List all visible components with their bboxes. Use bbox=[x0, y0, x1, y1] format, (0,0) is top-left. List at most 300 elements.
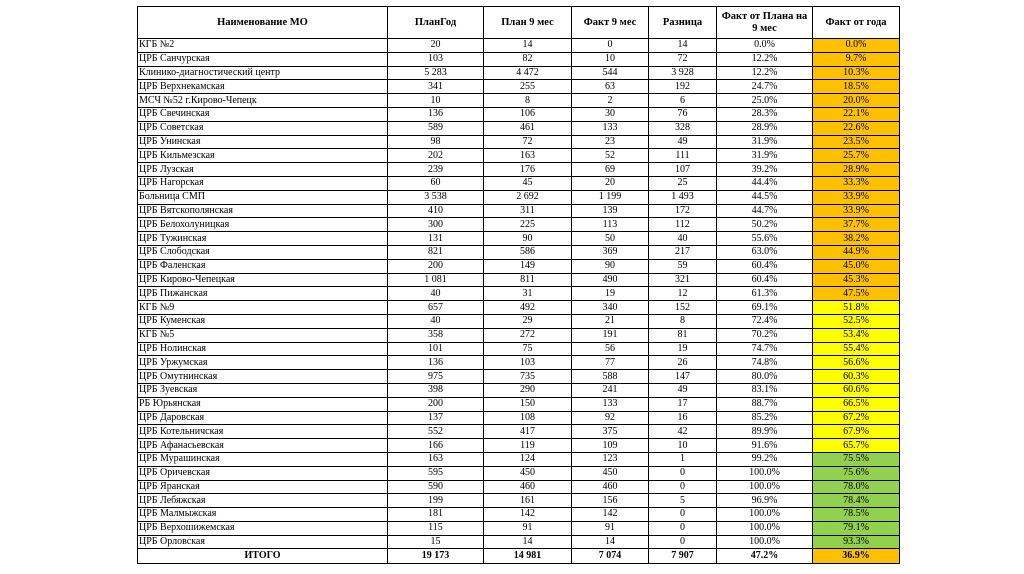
cell-fact-9: 123 bbox=[572, 452, 649, 466]
cell-diff: 192 bbox=[649, 80, 717, 94]
cell-fact-vs-year: 60.6% bbox=[813, 383, 900, 397]
cell-fact-9: 19 bbox=[572, 287, 649, 301]
cell-fact-vs-year: 45.3% bbox=[813, 273, 900, 287]
cell-name: Больница СМП bbox=[138, 190, 388, 204]
cell-diff: 17 bbox=[649, 397, 717, 411]
cell-plan-9: 108 bbox=[484, 411, 572, 425]
table-row bbox=[138, 39, 900, 53]
cell-fact-9: 50 bbox=[572, 232, 649, 246]
cell-fact-9: 10 bbox=[572, 52, 649, 66]
cell-plan-year: 181 bbox=[388, 508, 484, 522]
cell-plan-year: 199 bbox=[388, 494, 484, 508]
cell-diff: 6 bbox=[649, 94, 717, 108]
cell-plan-year: 200 bbox=[388, 259, 484, 273]
cell-fact-vs-plan: 12.2% bbox=[717, 52, 813, 66]
cell-fact-vs-year: 10.3% bbox=[813, 66, 900, 80]
cell-fact-9: 77 bbox=[572, 356, 649, 370]
cell-diff: 42 bbox=[649, 425, 717, 439]
cell-plan-9: 2 692 bbox=[484, 190, 572, 204]
header-name: Наименование МО bbox=[138, 7, 388, 39]
table-row bbox=[138, 328, 900, 342]
cell-fact-9: 92 bbox=[572, 411, 649, 425]
table-row bbox=[138, 259, 900, 273]
table-row bbox=[138, 521, 900, 535]
cell-fact-vs-plan: 100.0% bbox=[717, 480, 813, 494]
cell-plan-year: 341 bbox=[388, 80, 484, 94]
cell-fact-9: 375 bbox=[572, 425, 649, 439]
cell-name: ЦРБ Слободская bbox=[138, 245, 388, 259]
cell-diff: 26 bbox=[649, 356, 717, 370]
cell-fact-vs-year: 47.5% bbox=[813, 287, 900, 301]
table-row bbox=[138, 66, 900, 80]
cell-name: ЦРБ Пижанская bbox=[138, 287, 388, 301]
cell-fact-vs-year: 20.0% bbox=[813, 94, 900, 108]
header-fact-vs-year: Факт от года bbox=[813, 7, 900, 39]
cell-fact-vs-plan: 0.0% bbox=[717, 39, 813, 53]
cell-fact-9: 30 bbox=[572, 107, 649, 121]
cell-name: ЦРБ Яранская bbox=[138, 480, 388, 494]
cell-plan-9: 14 bbox=[484, 39, 572, 53]
cell-diff: 40 bbox=[649, 232, 717, 246]
cell-diff: 0 bbox=[649, 508, 717, 522]
cell-fact-vs-year: 33.9% bbox=[813, 190, 900, 204]
cell-fact-vs-plan: 60.4% bbox=[717, 273, 813, 287]
cell-diff: 49 bbox=[649, 135, 717, 149]
cell-fact-vs-year: 0.0% bbox=[813, 39, 900, 53]
cell-plan-year: 595 bbox=[388, 466, 484, 480]
cell-fact-vs-plan: 100.0% bbox=[717, 466, 813, 480]
total-plan-9: 14 981 bbox=[484, 549, 572, 564]
cell-name: КГБ №2 bbox=[138, 39, 388, 53]
table-row bbox=[138, 232, 900, 246]
total-fact-vs-plan: 47.2% bbox=[717, 549, 813, 564]
cell-fact-vs-plan: 44.4% bbox=[717, 176, 813, 190]
cell-name: ЦРБ Кирово-Чепецкая bbox=[138, 273, 388, 287]
cell-fact-vs-plan: 74.7% bbox=[717, 342, 813, 356]
cell-fact-vs-year: 78.5% bbox=[813, 508, 900, 522]
table-row bbox=[138, 494, 900, 508]
cell-name: ЦРБ Лебяжская bbox=[138, 494, 388, 508]
cell-fact-vs-year: 55.4% bbox=[813, 342, 900, 356]
cell-fact-9: 14 bbox=[572, 535, 649, 549]
cell-diff: 19 bbox=[649, 342, 717, 356]
cell-name: ЦРБ Кильмезская bbox=[138, 149, 388, 163]
cell-plan-9: 176 bbox=[484, 163, 572, 177]
cell-name: ЦРБ Орловская bbox=[138, 535, 388, 549]
cell-fact-vs-plan: 50.2% bbox=[717, 218, 813, 232]
cell-name: ЦРБ Советская bbox=[138, 121, 388, 135]
cell-plan-9: 91 bbox=[484, 521, 572, 535]
table-row bbox=[138, 218, 900, 232]
cell-fact-vs-year: 78.0% bbox=[813, 480, 900, 494]
cell-name: ЦРБ Мурашинская bbox=[138, 452, 388, 466]
cell-fact-9: 460 bbox=[572, 480, 649, 494]
cell-fact-vs-plan: 83.1% bbox=[717, 383, 813, 397]
cell-diff: 0 bbox=[649, 521, 717, 535]
cell-plan-9: 75 bbox=[484, 342, 572, 356]
table-row bbox=[138, 80, 900, 94]
table-row bbox=[138, 149, 900, 163]
cell-plan-9: 811 bbox=[484, 273, 572, 287]
cell-plan-year: 590 bbox=[388, 480, 484, 494]
table-row bbox=[138, 176, 900, 190]
cell-plan-9: 103 bbox=[484, 356, 572, 370]
cell-diff: 107 bbox=[649, 163, 717, 177]
cell-fact-vs-year: 45.0% bbox=[813, 259, 900, 273]
cell-fact-vs-year: 65.7% bbox=[813, 439, 900, 453]
cell-diff: 16 bbox=[649, 411, 717, 425]
cell-name: ЦРБ Афанасьевская bbox=[138, 439, 388, 453]
cell-plan-year: 131 bbox=[388, 232, 484, 246]
cell-name: РБ Юрьянская bbox=[138, 397, 388, 411]
cell-name: ЦРБ Белохолуницкая bbox=[138, 218, 388, 232]
cell-fact-vs-year: 67.9% bbox=[813, 425, 900, 439]
cell-plan-year: 98 bbox=[388, 135, 484, 149]
cell-diff: 0 bbox=[649, 466, 717, 480]
cell-fact-vs-year: 18.5% bbox=[813, 80, 900, 94]
cell-fact-vs-plan: 91.6% bbox=[717, 439, 813, 453]
cell-fact-vs-plan: 44.5% bbox=[717, 190, 813, 204]
cell-name: ЦРБ Оричевская bbox=[138, 466, 388, 480]
cell-fact-9: 139 bbox=[572, 204, 649, 218]
cell-fact-vs-plan: 24.7% bbox=[717, 80, 813, 94]
cell-plan-year: 821 bbox=[388, 245, 484, 259]
cell-fact-9: 52 bbox=[572, 149, 649, 163]
cell-fact-vs-year: 51.8% bbox=[813, 301, 900, 315]
table-body bbox=[138, 39, 900, 549]
cell-fact-vs-plan: 55.6% bbox=[717, 232, 813, 246]
cell-plan-year: 166 bbox=[388, 439, 484, 453]
total-fact-vs-year: 36.9% bbox=[813, 549, 900, 564]
cell-plan-9: 29 bbox=[484, 314, 572, 328]
cell-fact-9: 156 bbox=[572, 494, 649, 508]
cell-fact-vs-year: 33.3% bbox=[813, 176, 900, 190]
cell-plan-year: 552 bbox=[388, 425, 484, 439]
cell-plan-year: 5 283 bbox=[388, 66, 484, 80]
cell-fact-9: 56 bbox=[572, 342, 649, 356]
table-row bbox=[138, 273, 900, 287]
cell-fact-vs-plan: 61.3% bbox=[717, 287, 813, 301]
cell-fact-vs-year: 28.9% bbox=[813, 163, 900, 177]
cell-plan-year: 101 bbox=[388, 342, 484, 356]
cell-plan-year: 163 bbox=[388, 452, 484, 466]
cell-fact-vs-year: 67.2% bbox=[813, 411, 900, 425]
cell-diff: 217 bbox=[649, 245, 717, 259]
table-row bbox=[138, 356, 900, 370]
cell-diff: 25 bbox=[649, 176, 717, 190]
cell-name: ЦРБ Верхнекамская bbox=[138, 80, 388, 94]
cell-fact-9: 21 bbox=[572, 314, 649, 328]
table-row bbox=[138, 163, 900, 177]
table-row bbox=[138, 121, 900, 135]
table-row bbox=[138, 535, 900, 549]
cell-diff: 328 bbox=[649, 121, 717, 135]
cell-plan-9: 586 bbox=[484, 245, 572, 259]
total-diff: 7 907 bbox=[649, 549, 717, 564]
cell-diff: 49 bbox=[649, 383, 717, 397]
cell-plan-year: 136 bbox=[388, 356, 484, 370]
cell-fact-vs-plan: 70.2% bbox=[717, 328, 813, 342]
cell-diff: 1 bbox=[649, 452, 717, 466]
cell-fact-9: 1 199 bbox=[572, 190, 649, 204]
cell-fact-9: 133 bbox=[572, 397, 649, 411]
cell-diff: 112 bbox=[649, 218, 717, 232]
cell-fact-vs-year: 22.6% bbox=[813, 121, 900, 135]
cell-name: ЦРБ Унинская bbox=[138, 135, 388, 149]
cell-fact-vs-plan: 31.9% bbox=[717, 135, 813, 149]
cell-plan-year: 60 bbox=[388, 176, 484, 190]
cell-plan-9: 290 bbox=[484, 383, 572, 397]
table-row bbox=[138, 439, 900, 453]
cell-plan-year: 410 bbox=[388, 204, 484, 218]
cell-fact-vs-plan: 28.9% bbox=[717, 121, 813, 135]
total-row bbox=[138, 549, 900, 564]
header-row bbox=[138, 7, 900, 39]
cell-plan-year: 975 bbox=[388, 370, 484, 384]
header-fact-9: Факт 9 мес bbox=[572, 7, 649, 39]
cell-diff: 147 bbox=[649, 370, 717, 384]
table-row bbox=[138, 466, 900, 480]
cell-diff: 59 bbox=[649, 259, 717, 273]
cell-fact-vs-year: 38.2% bbox=[813, 232, 900, 246]
cell-fact-vs-plan: 60.4% bbox=[717, 259, 813, 273]
header-diff: Разница bbox=[649, 7, 717, 39]
cell-name: ЦРБ Санчурская bbox=[138, 52, 388, 66]
cell-fact-9: 63 bbox=[572, 80, 649, 94]
cell-plan-9: 82 bbox=[484, 52, 572, 66]
cell-diff: 0 bbox=[649, 535, 717, 549]
cell-fact-vs-year: 66.5% bbox=[813, 397, 900, 411]
cell-fact-vs-year: 33.9% bbox=[813, 204, 900, 218]
cell-name: ЦРБ Малмыжская bbox=[138, 508, 388, 522]
cell-fact-9: 450 bbox=[572, 466, 649, 480]
cell-fact-vs-plan: 12.2% bbox=[717, 66, 813, 80]
cell-plan-9: 8 bbox=[484, 94, 572, 108]
table-row bbox=[138, 190, 900, 204]
cell-name: ЦРБ Нолинская bbox=[138, 342, 388, 356]
cell-fact-vs-year: 75.5% bbox=[813, 452, 900, 466]
cell-name: МСЧ №52 г.Кирово-Чепецк bbox=[138, 94, 388, 108]
cell-plan-9: 450 bbox=[484, 466, 572, 480]
cell-plan-9: 4 472 bbox=[484, 66, 572, 80]
table-row bbox=[138, 94, 900, 108]
cell-name: ЦРБ Уржумская bbox=[138, 356, 388, 370]
cell-fact-vs-plan: 96.9% bbox=[717, 494, 813, 508]
table-row bbox=[138, 301, 900, 315]
table-row bbox=[138, 107, 900, 121]
cell-fact-9: 69 bbox=[572, 163, 649, 177]
cell-plan-year: 103 bbox=[388, 52, 484, 66]
cell-name: ЦРБ Свечинская bbox=[138, 107, 388, 121]
cell-plan-year: 136 bbox=[388, 107, 484, 121]
cell-fact-vs-plan: 99.2% bbox=[717, 452, 813, 466]
cell-fact-vs-plan: 44.7% bbox=[717, 204, 813, 218]
total-plan-year: 19 173 bbox=[388, 549, 484, 564]
table-row bbox=[138, 342, 900, 356]
cell-fact-vs-year: 79.1% bbox=[813, 521, 900, 535]
cell-plan-9: 106 bbox=[484, 107, 572, 121]
cell-diff: 8 bbox=[649, 314, 717, 328]
cell-plan-9: 150 bbox=[484, 397, 572, 411]
cell-fact-vs-plan: 100.0% bbox=[717, 521, 813, 535]
cell-name: Клинико-диагностический центр bbox=[138, 66, 388, 80]
cell-plan-9: 119 bbox=[484, 439, 572, 453]
cell-plan-year: 358 bbox=[388, 328, 484, 342]
cell-fact-vs-plan: 72.4% bbox=[717, 314, 813, 328]
cell-name: ЦРБ Фаленская bbox=[138, 259, 388, 273]
cell-plan-9: 460 bbox=[484, 480, 572, 494]
cell-name: ЦРБ Вятскополянская bbox=[138, 204, 388, 218]
cell-diff: 3 928 bbox=[649, 66, 717, 80]
cell-name: ЦРБ Лузская bbox=[138, 163, 388, 177]
cell-plan-9: 492 bbox=[484, 301, 572, 315]
cell-name: ЦРБ Омутнинская bbox=[138, 370, 388, 384]
cell-name: ЦРБ Даровская bbox=[138, 411, 388, 425]
cell-fact-vs-plan: 85.2% bbox=[717, 411, 813, 425]
cell-fact-vs-year: 23.5% bbox=[813, 135, 900, 149]
cell-plan-9: 90 bbox=[484, 232, 572, 246]
cell-name: ЦРБ Куменская bbox=[138, 314, 388, 328]
cell-plan-year: 20 bbox=[388, 39, 484, 53]
cell-fact-vs-year: 53.4% bbox=[813, 328, 900, 342]
cell-fact-vs-plan: 100.0% bbox=[717, 508, 813, 522]
table-row bbox=[138, 52, 900, 66]
cell-plan-year: 40 bbox=[388, 287, 484, 301]
cell-plan-9: 14 bbox=[484, 535, 572, 549]
cell-plan-9: 72 bbox=[484, 135, 572, 149]
total-fact-9: 7 074 bbox=[572, 549, 649, 564]
cell-fact-vs-plan: 25.0% bbox=[717, 94, 813, 108]
cell-fact-9: 544 bbox=[572, 66, 649, 80]
cell-name: ЦРБ Нагорская bbox=[138, 176, 388, 190]
table-row bbox=[138, 245, 900, 259]
cell-fact-9: 2 bbox=[572, 94, 649, 108]
cell-plan-year: 115 bbox=[388, 521, 484, 535]
cell-diff: 10 bbox=[649, 439, 717, 453]
cell-plan-year: 1 081 bbox=[388, 273, 484, 287]
cell-plan-9: 163 bbox=[484, 149, 572, 163]
cell-diff: 321 bbox=[649, 273, 717, 287]
cell-fact-9: 142 bbox=[572, 508, 649, 522]
header-plan-9: План 9 мес bbox=[484, 7, 572, 39]
cell-diff: 172 bbox=[649, 204, 717, 218]
cell-fact-vs-year: 9.7% bbox=[813, 52, 900, 66]
table-row bbox=[138, 287, 900, 301]
total-label: ИТОГО bbox=[138, 549, 388, 564]
cell-diff: 72 bbox=[649, 52, 717, 66]
table-row bbox=[138, 370, 900, 384]
cell-plan-9: 124 bbox=[484, 452, 572, 466]
cell-fact-vs-year: 75.6% bbox=[813, 466, 900, 480]
table-row bbox=[138, 452, 900, 466]
cell-plan-year: 15 bbox=[388, 535, 484, 549]
cell-fact-9: 588 bbox=[572, 370, 649, 384]
cell-fact-vs-year: 44.9% bbox=[813, 245, 900, 259]
cell-fact-vs-year: 52.5% bbox=[813, 314, 900, 328]
cell-fact-9: 0 bbox=[572, 39, 649, 53]
cell-diff: 76 bbox=[649, 107, 717, 121]
cell-plan-9: 735 bbox=[484, 370, 572, 384]
cell-diff: 14 bbox=[649, 39, 717, 53]
cell-diff: 12 bbox=[649, 287, 717, 301]
cell-fact-vs-year: 37.7% bbox=[813, 218, 900, 232]
cell-fact-9: 241 bbox=[572, 383, 649, 397]
cell-fact-9: 191 bbox=[572, 328, 649, 342]
cell-plan-9: 225 bbox=[484, 218, 572, 232]
cell-fact-9: 340 bbox=[572, 301, 649, 315]
cell-plan-9: 161 bbox=[484, 494, 572, 508]
table-row bbox=[138, 204, 900, 218]
cell-name: ЦРБ Тужинская bbox=[138, 232, 388, 246]
cell-fact-vs-plan: 100.0% bbox=[717, 535, 813, 549]
cell-fact-vs-year: 78.4% bbox=[813, 494, 900, 508]
cell-plan-9: 45 bbox=[484, 176, 572, 190]
cell-diff: 111 bbox=[649, 149, 717, 163]
table-row bbox=[138, 411, 900, 425]
cell-fact-9: 113 bbox=[572, 218, 649, 232]
cell-fact-vs-plan: 63.0% bbox=[717, 245, 813, 259]
cell-fact-9: 91 bbox=[572, 521, 649, 535]
cell-fact-vs-year: 25.7% bbox=[813, 149, 900, 163]
cell-fact-vs-plan: 80.0% bbox=[717, 370, 813, 384]
table-row bbox=[138, 383, 900, 397]
cell-plan-year: 202 bbox=[388, 149, 484, 163]
cell-plan-year: 40 bbox=[388, 314, 484, 328]
cell-fact-9: 133 bbox=[572, 121, 649, 135]
cell-fact-vs-year: 22.1% bbox=[813, 107, 900, 121]
cell-diff: 0 bbox=[649, 480, 717, 494]
cell-fact-vs-plan: 31.9% bbox=[717, 149, 813, 163]
cell-name: ЦРБ Котельничская bbox=[138, 425, 388, 439]
cell-plan-year: 10 bbox=[388, 94, 484, 108]
cell-fact-vs-plan: 74.8% bbox=[717, 356, 813, 370]
report-table bbox=[137, 6, 900, 564]
cell-fact-vs-plan: 89.9% bbox=[717, 425, 813, 439]
cell-plan-9: 31 bbox=[484, 287, 572, 301]
cell-plan-9: 417 bbox=[484, 425, 572, 439]
cell-fact-9: 20 bbox=[572, 176, 649, 190]
cell-diff: 152 bbox=[649, 301, 717, 315]
cell-plan-9: 149 bbox=[484, 259, 572, 273]
cell-plan-9: 311 bbox=[484, 204, 572, 218]
cell-diff: 81 bbox=[649, 328, 717, 342]
cell-fact-9: 369 bbox=[572, 245, 649, 259]
cell-fact-9: 90 bbox=[572, 259, 649, 273]
cell-diff: 1 493 bbox=[649, 190, 717, 204]
table-row bbox=[138, 397, 900, 411]
cell-fact-vs-year: 93.3% bbox=[813, 535, 900, 549]
cell-plan-9: 142 bbox=[484, 508, 572, 522]
cell-plan-year: 300 bbox=[388, 218, 484, 232]
cell-plan-9: 461 bbox=[484, 121, 572, 135]
cell-diff: 5 bbox=[649, 494, 717, 508]
cell-plan-year: 200 bbox=[388, 397, 484, 411]
cell-plan-year: 657 bbox=[388, 301, 484, 315]
cell-plan-9: 255 bbox=[484, 80, 572, 94]
cell-name: КГБ №9 bbox=[138, 301, 388, 315]
cell-fact-vs-plan: 69.1% bbox=[717, 301, 813, 315]
cell-fact-vs-year: 56.6% bbox=[813, 356, 900, 370]
cell-plan-year: 137 bbox=[388, 411, 484, 425]
cell-fact-9: 109 bbox=[572, 439, 649, 453]
cell-fact-9: 490 bbox=[572, 273, 649, 287]
cell-plan-9: 272 bbox=[484, 328, 572, 342]
cell-name: КГБ №5 bbox=[138, 328, 388, 342]
table-row bbox=[138, 480, 900, 494]
header-fact-vs-plan: Факт от Плана на 9 мес bbox=[717, 7, 813, 39]
header-plan-year: ПланГод bbox=[388, 7, 484, 39]
cell-plan-year: 239 bbox=[388, 163, 484, 177]
